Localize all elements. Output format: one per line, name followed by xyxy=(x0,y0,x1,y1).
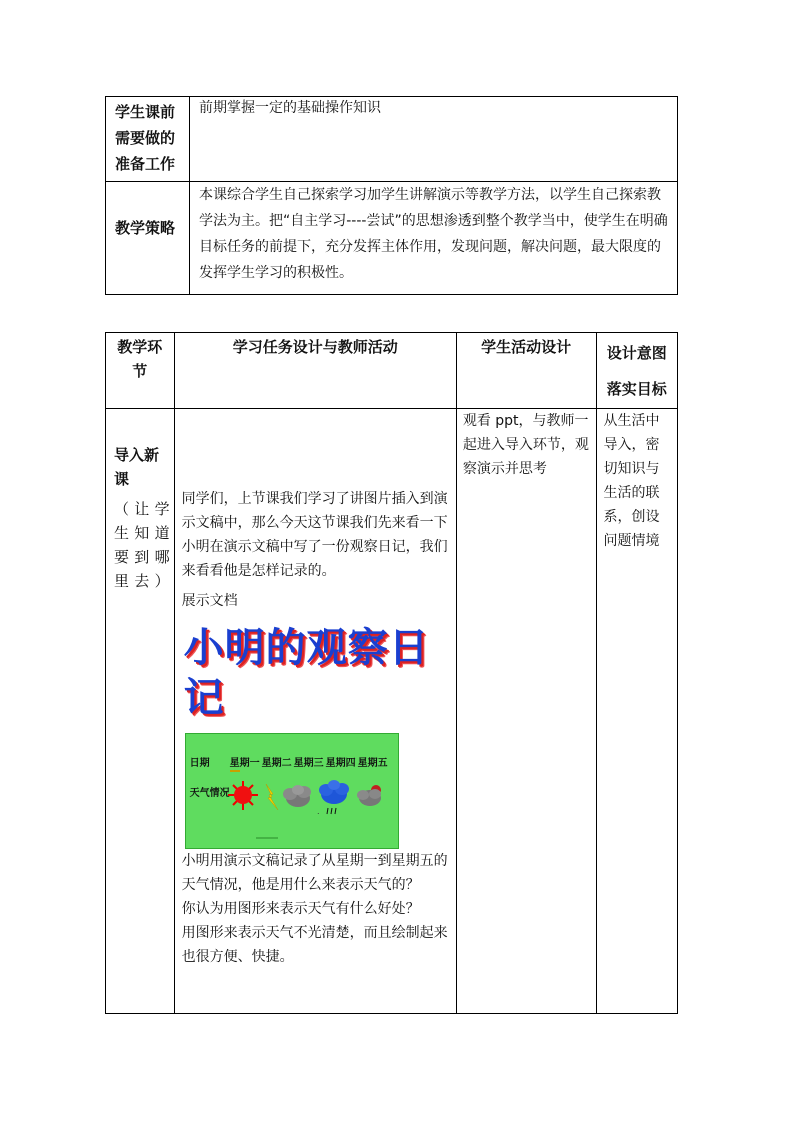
lightning-icon xyxy=(266,784,278,810)
design-goal-cell xyxy=(596,409,677,1014)
diary-title-wordart: 小明的观察日记 xyxy=(183,625,430,721)
weather-icons xyxy=(186,734,398,848)
teaching-process-table xyxy=(105,332,678,1014)
question-1-text: 小明用演示文稿记录了从星期一到星期五的天气情况，他是用什么来表示天气的？ xyxy=(181,853,448,893)
weather-row-label: 天气情况 xyxy=(189,788,230,799)
day-label: 星期四 xyxy=(325,758,356,769)
day-label: 星期三 xyxy=(293,758,324,769)
preparation-header-cell xyxy=(106,97,190,182)
teaching-process-header-row xyxy=(106,333,678,409)
stage-header-line: 教学环 xyxy=(117,338,163,356)
teacher-activity-column-header xyxy=(174,333,456,409)
weather-diary-image xyxy=(185,733,399,849)
dot-mark: . xyxy=(316,807,320,816)
preparation-header-line: 学生课前 xyxy=(115,103,176,121)
intro-stage-row xyxy=(106,409,678,1014)
strategy-content-cell xyxy=(190,182,678,295)
question-2-text: 你认为用图形来表示天气有什么好处？ xyxy=(181,901,420,917)
rain-cloud-icon xyxy=(316,780,349,816)
strategy-content: 本课综合学生自己探索学习加学生讲解演示等教学方法，以学生自己探索教学法为主。把“自主学习----尝试”的思想渗透到整个教学当中，使学生在明确目标任务的前提下，充分发挥主体作用，发现问题，解决问题，最大限度的发挥学生学习的积极性。 xyxy=(199,187,668,281)
show-document-text: 展示文档 xyxy=(181,593,238,609)
preparation-content: 前期掌握一定的基础操作知识 xyxy=(199,100,381,116)
cloud-sun-icon xyxy=(357,785,381,806)
design-goal-header-line: 落实目标 xyxy=(606,380,667,398)
date-row-label: 日期 xyxy=(189,758,210,769)
sun-icon xyxy=(228,781,258,810)
stage-subtitle-line: 要到哪 xyxy=(114,548,170,566)
design-goal-text: 从生活中导入，密切知识与生活的联系，创设问题情境 xyxy=(603,413,660,549)
stage-title-line: 课 xyxy=(114,470,130,488)
stage-subtitle-line: （让学 xyxy=(114,500,170,518)
day-label: 星期五 xyxy=(357,758,388,769)
stage-subtitle xyxy=(114,497,170,593)
design-goal-column-header xyxy=(596,333,677,409)
preparation-row xyxy=(106,97,678,182)
stage-subtitle-line: 生知道 xyxy=(114,524,170,542)
student-activity-text: 观看 ppt，与教师一起进入导入环节，观察演示并思考 xyxy=(462,413,589,477)
student-activity-header-text: 学生活动设计 xyxy=(481,338,572,356)
answer-text: 用图形来表示天气不光清楚，而且绘制起来也很方便、快捷。 xyxy=(181,925,448,965)
day-label: 星期二 xyxy=(261,758,292,769)
stage-subtitle-line: 里去） xyxy=(114,572,170,590)
student-activity-cell xyxy=(456,409,596,1014)
day-label: 星期一 xyxy=(229,758,260,769)
preparation-header-line: 需要做的 xyxy=(115,129,176,147)
cloud-icon xyxy=(283,785,311,807)
stage-title-line: 导入新 xyxy=(114,446,160,464)
teacher-intro-text: 同学们，上节课我们学习了讲图片插入到演示文稿中，那么今天这节课我们先来看一下小明在演示文稿中写了一份观察日记，我们来看看他是怎样记录的。 xyxy=(181,491,448,579)
teacher-activity-cell xyxy=(174,409,456,1014)
strategy-header-cell xyxy=(106,182,190,295)
student-activity-column-header xyxy=(456,333,596,409)
strategy-header: 教学策略 xyxy=(115,219,176,237)
stage-cell xyxy=(106,409,175,1014)
strategy-row xyxy=(106,182,678,295)
stage-column-header xyxy=(106,333,175,409)
preparation-header-line: 准备工作 xyxy=(115,155,176,173)
preparation-content-cell xyxy=(190,97,678,182)
preparation-strategy-table xyxy=(105,96,678,295)
stage-header-line: 节 xyxy=(132,362,148,380)
teacher-activity-header-text: 学习任务设计与教师活动 xyxy=(232,338,398,356)
preparation-header xyxy=(106,97,189,177)
design-goal-header-line: 设计意图 xyxy=(606,344,667,362)
